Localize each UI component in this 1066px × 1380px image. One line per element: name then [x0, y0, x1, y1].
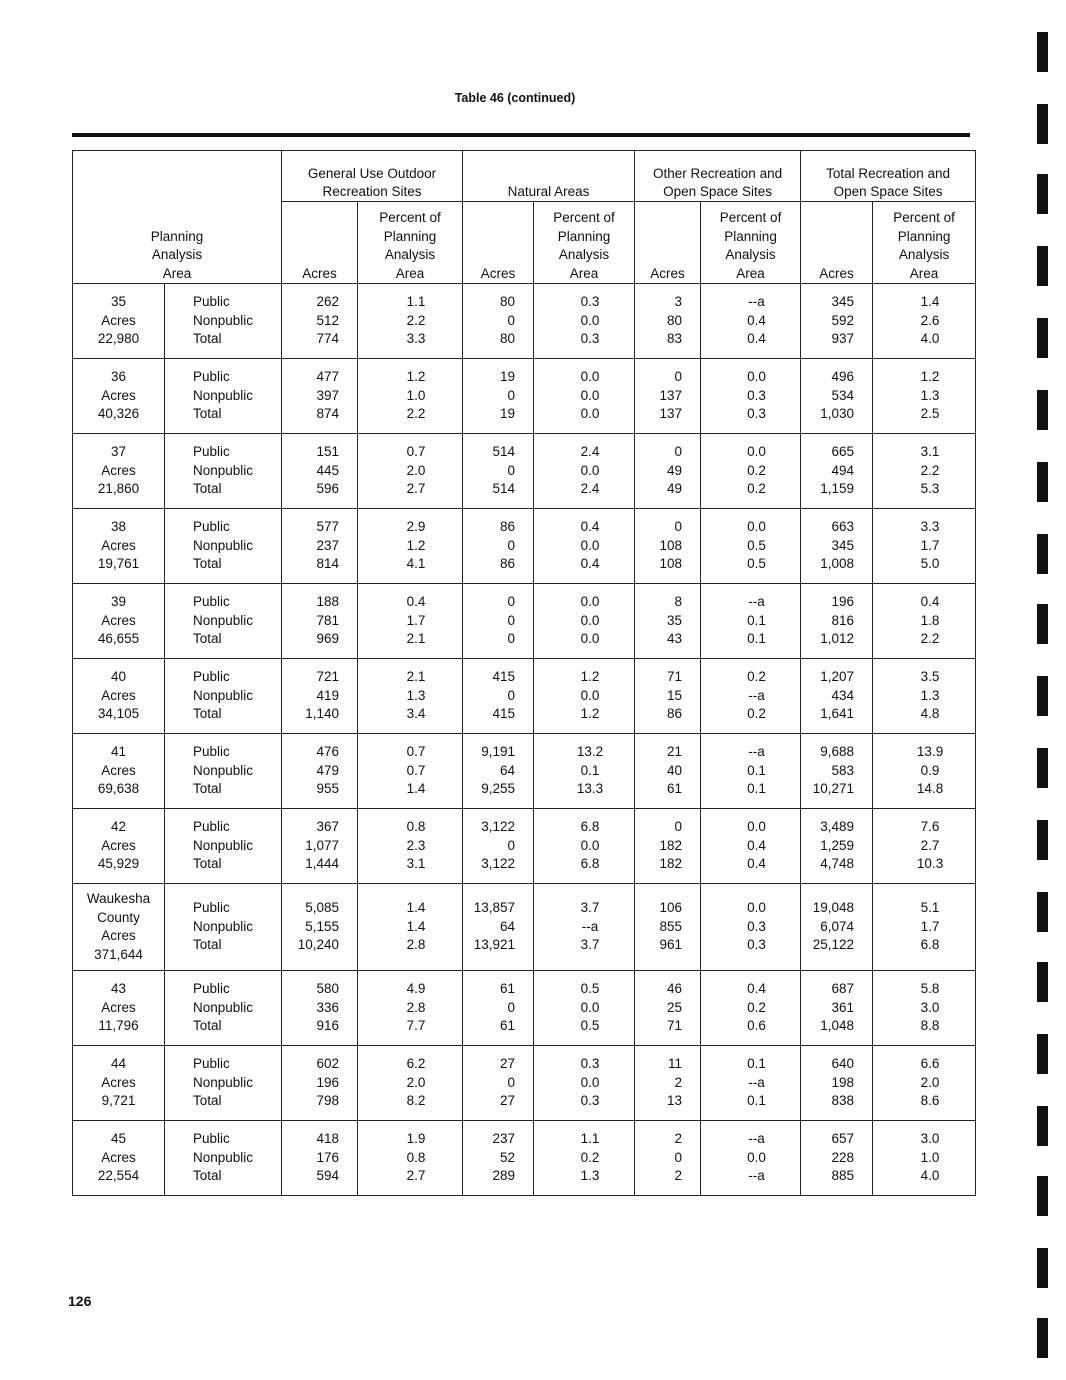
percent-values: 3.0 1.0 4.0 [920, 1131, 940, 1184]
percent-values: 0.4 1.8 2.2 [920, 594, 940, 647]
acres-values: 21 40 61 [667, 744, 683, 797]
ownership-labels: Public Nonpublic Total [193, 669, 254, 722]
percent-values: --a 0.4 0.4 [747, 294, 766, 347]
acres-values: 687 361 1,048 [820, 981, 855, 1034]
percent-values: 1.4 2.6 4.0 [920, 294, 940, 347]
margin-marks [1037, 0, 1051, 1380]
table-row [73, 659, 976, 734]
percent-values: 4.9 2.8 7.7 [406, 981, 426, 1034]
percent-values: 3.7 --a 3.7 [580, 900, 600, 953]
acres-header: Acres [463, 202, 534, 284]
acres-values: 415 0 415 [492, 669, 516, 722]
total-recreation-header: Total Recreation and Open Space Sites [801, 151, 976, 202]
acres-values: 602 196 798 [316, 1056, 340, 1109]
table-row [73, 1121, 976, 1196]
acres-values: 27 0 27 [500, 1056, 516, 1109]
acres-values: 237 52 289 [492, 1131, 516, 1184]
acres-values: 2 0 2 [674, 1131, 683, 1184]
percent-values: 0.0 0.4 0.4 [747, 819, 766, 872]
percent-values: 0.7 0.7 1.4 [406, 744, 426, 797]
acres-values: 196 816 1,012 [820, 594, 855, 647]
acres-values: 9,688 583 10,271 [812, 744, 855, 797]
acres-values: 19 0 19 [500, 369, 516, 422]
natural-areas-header: Natural Areas [463, 151, 635, 202]
table-row [73, 359, 976, 434]
acres-values: 8 35 43 [667, 594, 683, 647]
percent-values: 13.9 0.9 14.8 [916, 744, 944, 797]
percent-values: --a 0.1 0.1 [747, 744, 766, 797]
ownership-labels: Public Nonpublic Total [193, 744, 254, 797]
acres-header: Acres [282, 202, 358, 284]
acres-header: Acres [801, 202, 873, 284]
acres-values: 151 445 596 [316, 444, 340, 497]
acres-values: 580 336 916 [316, 981, 340, 1034]
percent-values: 1.1 0.2 1.3 [580, 1131, 600, 1184]
planning-area-label: 42 Acres 45,929 [97, 819, 140, 872]
planning-area-label: 41 Acres 69,638 [97, 744, 140, 797]
percent-values: 0.8 2.3 3.1 [406, 819, 426, 872]
acres-header: Acres [635, 202, 701, 284]
percent-values: 1.2 1.3 2.5 [920, 369, 940, 422]
acres-values: 496 534 1,030 [820, 369, 855, 422]
acres-values: 0 0 0 [507, 594, 516, 647]
other-recreation-header: Other Recreation and Open Space Sites [635, 151, 801, 202]
acres-values: 663 345 1,008 [820, 519, 855, 572]
percent-values: 0.0 0.0 0.0 [580, 369, 600, 422]
ownership-labels: Public Nonpublic Total [193, 1131, 254, 1184]
acres-values: 5,085 5,155 10,240 [297, 900, 340, 953]
table-title: Table 46 (continued) [454, 91, 576, 105]
percent-values: 0.5 0.0 0.5 [580, 981, 600, 1034]
planning-area-label: Waukesha County Acres 371,644 [86, 891, 151, 962]
planning-area-label: 38 Acres 19,761 [97, 519, 140, 572]
acres-values: 514 0 514 [492, 444, 516, 497]
percent-values: 0.0 0.0 0.0 [580, 594, 600, 647]
acres-values: 345 592 937 [831, 294, 855, 347]
percent-values: 0.0 0.3 0.3 [747, 369, 766, 422]
percent-values: 1.9 0.8 2.7 [406, 1131, 426, 1184]
planning-area-label: 44 Acres 9,721 [101, 1056, 136, 1109]
acres-values: 476 479 955 [316, 744, 340, 797]
percent-values: 1.2 0.0 1.2 [580, 669, 600, 722]
general-use-header: General Use Outdoor Recreation Sites [282, 151, 463, 202]
percent-values: 6.6 2.0 8.6 [920, 1056, 940, 1109]
percent-values: 2.9 1.2 4.1 [406, 519, 426, 572]
percent-values: 1.2 1.0 2.2 [406, 369, 426, 422]
acres-values: 80 0 80 [500, 294, 516, 347]
acres-values: 0 108 108 [659, 519, 683, 572]
percent-values: 0.0 0.3 0.3 [747, 900, 766, 953]
table-row [73, 584, 976, 659]
percent-values: 13.2 0.1 13.3 [576, 744, 604, 797]
percent-values: --a 0.0 --a [747, 1131, 766, 1184]
percent-values: 6.8 0.0 6.8 [580, 819, 600, 872]
acres-values: 0 182 182 [659, 819, 683, 872]
planning-area-label: 43 Acres 11,796 [98, 981, 139, 1034]
percent-values: 6.2 2.0 8.2 [406, 1056, 426, 1109]
percent-values: 0.4 1.7 2.1 [406, 594, 426, 647]
planning-area-label: 36 Acres 40,326 [97, 369, 140, 422]
acres-values: 46 25 71 [667, 981, 683, 1034]
table-row [73, 884, 976, 971]
acres-values: 61 0 61 [500, 981, 516, 1034]
acres-values: 13,857 64 13,921 [473, 900, 516, 953]
ownership-labels: Public Nonpublic Total [193, 1056, 254, 1109]
acres-values: 262 512 774 [316, 294, 340, 347]
percent-values: 0.7 2.0 2.7 [406, 444, 426, 497]
acres-values: 665 494 1,159 [820, 444, 855, 497]
recreation-table [72, 150, 976, 1196]
percent-values: 3.5 1.3 4.8 [920, 669, 940, 722]
table-row [73, 734, 976, 809]
ownership-labels: Public Nonpublic Total [193, 819, 254, 872]
acres-values: 640 198 838 [831, 1056, 855, 1109]
percent-values: 2.1 1.3 3.4 [406, 669, 426, 722]
percent-values: 5.1 1.7 6.8 [920, 900, 940, 953]
acres-values: 0 137 137 [659, 369, 683, 422]
percent-values: 1.1 2.2 3.3 [406, 294, 426, 347]
ownership-labels: Public Nonpublic Total [193, 294, 254, 347]
acres-values: 11 2 13 [667, 1056, 683, 1109]
table-row [73, 971, 976, 1046]
planning-area-label: 40 Acres 34,105 [97, 669, 140, 722]
percent-values: 7.6 2.7 10.3 [916, 819, 944, 872]
planning-area-label: 37 Acres 21,860 [97, 444, 140, 497]
table-row [73, 284, 976, 359]
percent-header: Percent of Planning Analysis Area [534, 202, 635, 284]
acres-values: 9,191 64 9,255 [481, 744, 516, 797]
acres-values: 3 80 83 [667, 294, 683, 347]
acres-values: 721 419 1,140 [305, 669, 340, 722]
ownership-labels: Public Nonpublic Total [193, 369, 254, 422]
acres-values: 577 237 814 [316, 519, 340, 572]
table-row [73, 434, 976, 509]
ownership-labels: Public Nonpublic Total [193, 444, 254, 497]
table-row [73, 1046, 976, 1121]
ownership-labels: Public Nonpublic Total [193, 900, 254, 953]
acres-values: 1,207 434 1,641 [820, 669, 855, 722]
percent-values: 3.3 1.7 5.0 [920, 519, 940, 572]
percent-values: 0.0 0.2 0.2 [747, 444, 766, 497]
percent-header: Percent of Planning Analysis Area [873, 202, 976, 284]
acres-values: 3,489 1,259 4,748 [820, 819, 855, 872]
percent-header: Percent of Planning Analysis Area [358, 202, 463, 284]
percent-values: 0.2 --a 0.2 [747, 669, 766, 722]
acres-values: 657 228 885 [831, 1131, 855, 1184]
acres-values: 367 1,077 1,444 [305, 819, 340, 872]
acres-values: 477 397 874 [316, 369, 340, 422]
percent-values: 0.4 0.0 0.4 [580, 519, 600, 572]
acres-values: 3,122 0 3,122 [481, 819, 516, 872]
acres-values: 0 49 49 [667, 444, 683, 497]
acres-values: 188 781 969 [316, 594, 340, 647]
percent-values: 0.3 0.0 0.3 [580, 1056, 600, 1109]
acres-values: 418 176 594 [316, 1131, 340, 1184]
planning-area-label: 39 Acres 46,655 [97, 594, 140, 647]
page-number: 126 [68, 1293, 92, 1309]
acres-values: 19,048 6,074 25,122 [812, 900, 855, 953]
percent-values: 2.4 0.0 2.4 [580, 444, 600, 497]
acres-values: 86 0 86 [500, 519, 516, 572]
ownership-labels: Public Nonpublic Total [193, 981, 254, 1034]
table-row [73, 509, 976, 584]
percent-values: 0.1 --a 0.1 [747, 1056, 766, 1109]
percent-values: 3.1 2.2 5.3 [920, 444, 940, 497]
planning-area-label: 35 Acres 22,980 [97, 294, 140, 347]
ownership-labels: Public Nonpublic Total [193, 519, 254, 572]
percent-values: 0.3 0.0 0.3 [580, 294, 600, 347]
percent-header: Percent of Planning Analysis Area [701, 202, 801, 284]
percent-values: 0.0 0.5 0.5 [747, 519, 766, 572]
planning-area-label: 45 Acres 22,554 [97, 1131, 140, 1184]
acres-values: 71 15 86 [667, 669, 683, 722]
percent-values: 1.4 1.4 2.8 [406, 900, 426, 953]
planning-area-header: Planning Analysis Area [73, 151, 282, 284]
percent-values: 0.4 0.2 0.6 [747, 981, 766, 1034]
percent-values: 5.8 3.0 8.8 [920, 981, 940, 1034]
header-rule [72, 133, 970, 137]
percent-values: --a 0.1 0.1 [747, 594, 766, 647]
table-row [73, 809, 976, 884]
acres-values: 106 855 961 [659, 900, 683, 953]
ownership-labels: Public Nonpublic Total [193, 594, 254, 647]
